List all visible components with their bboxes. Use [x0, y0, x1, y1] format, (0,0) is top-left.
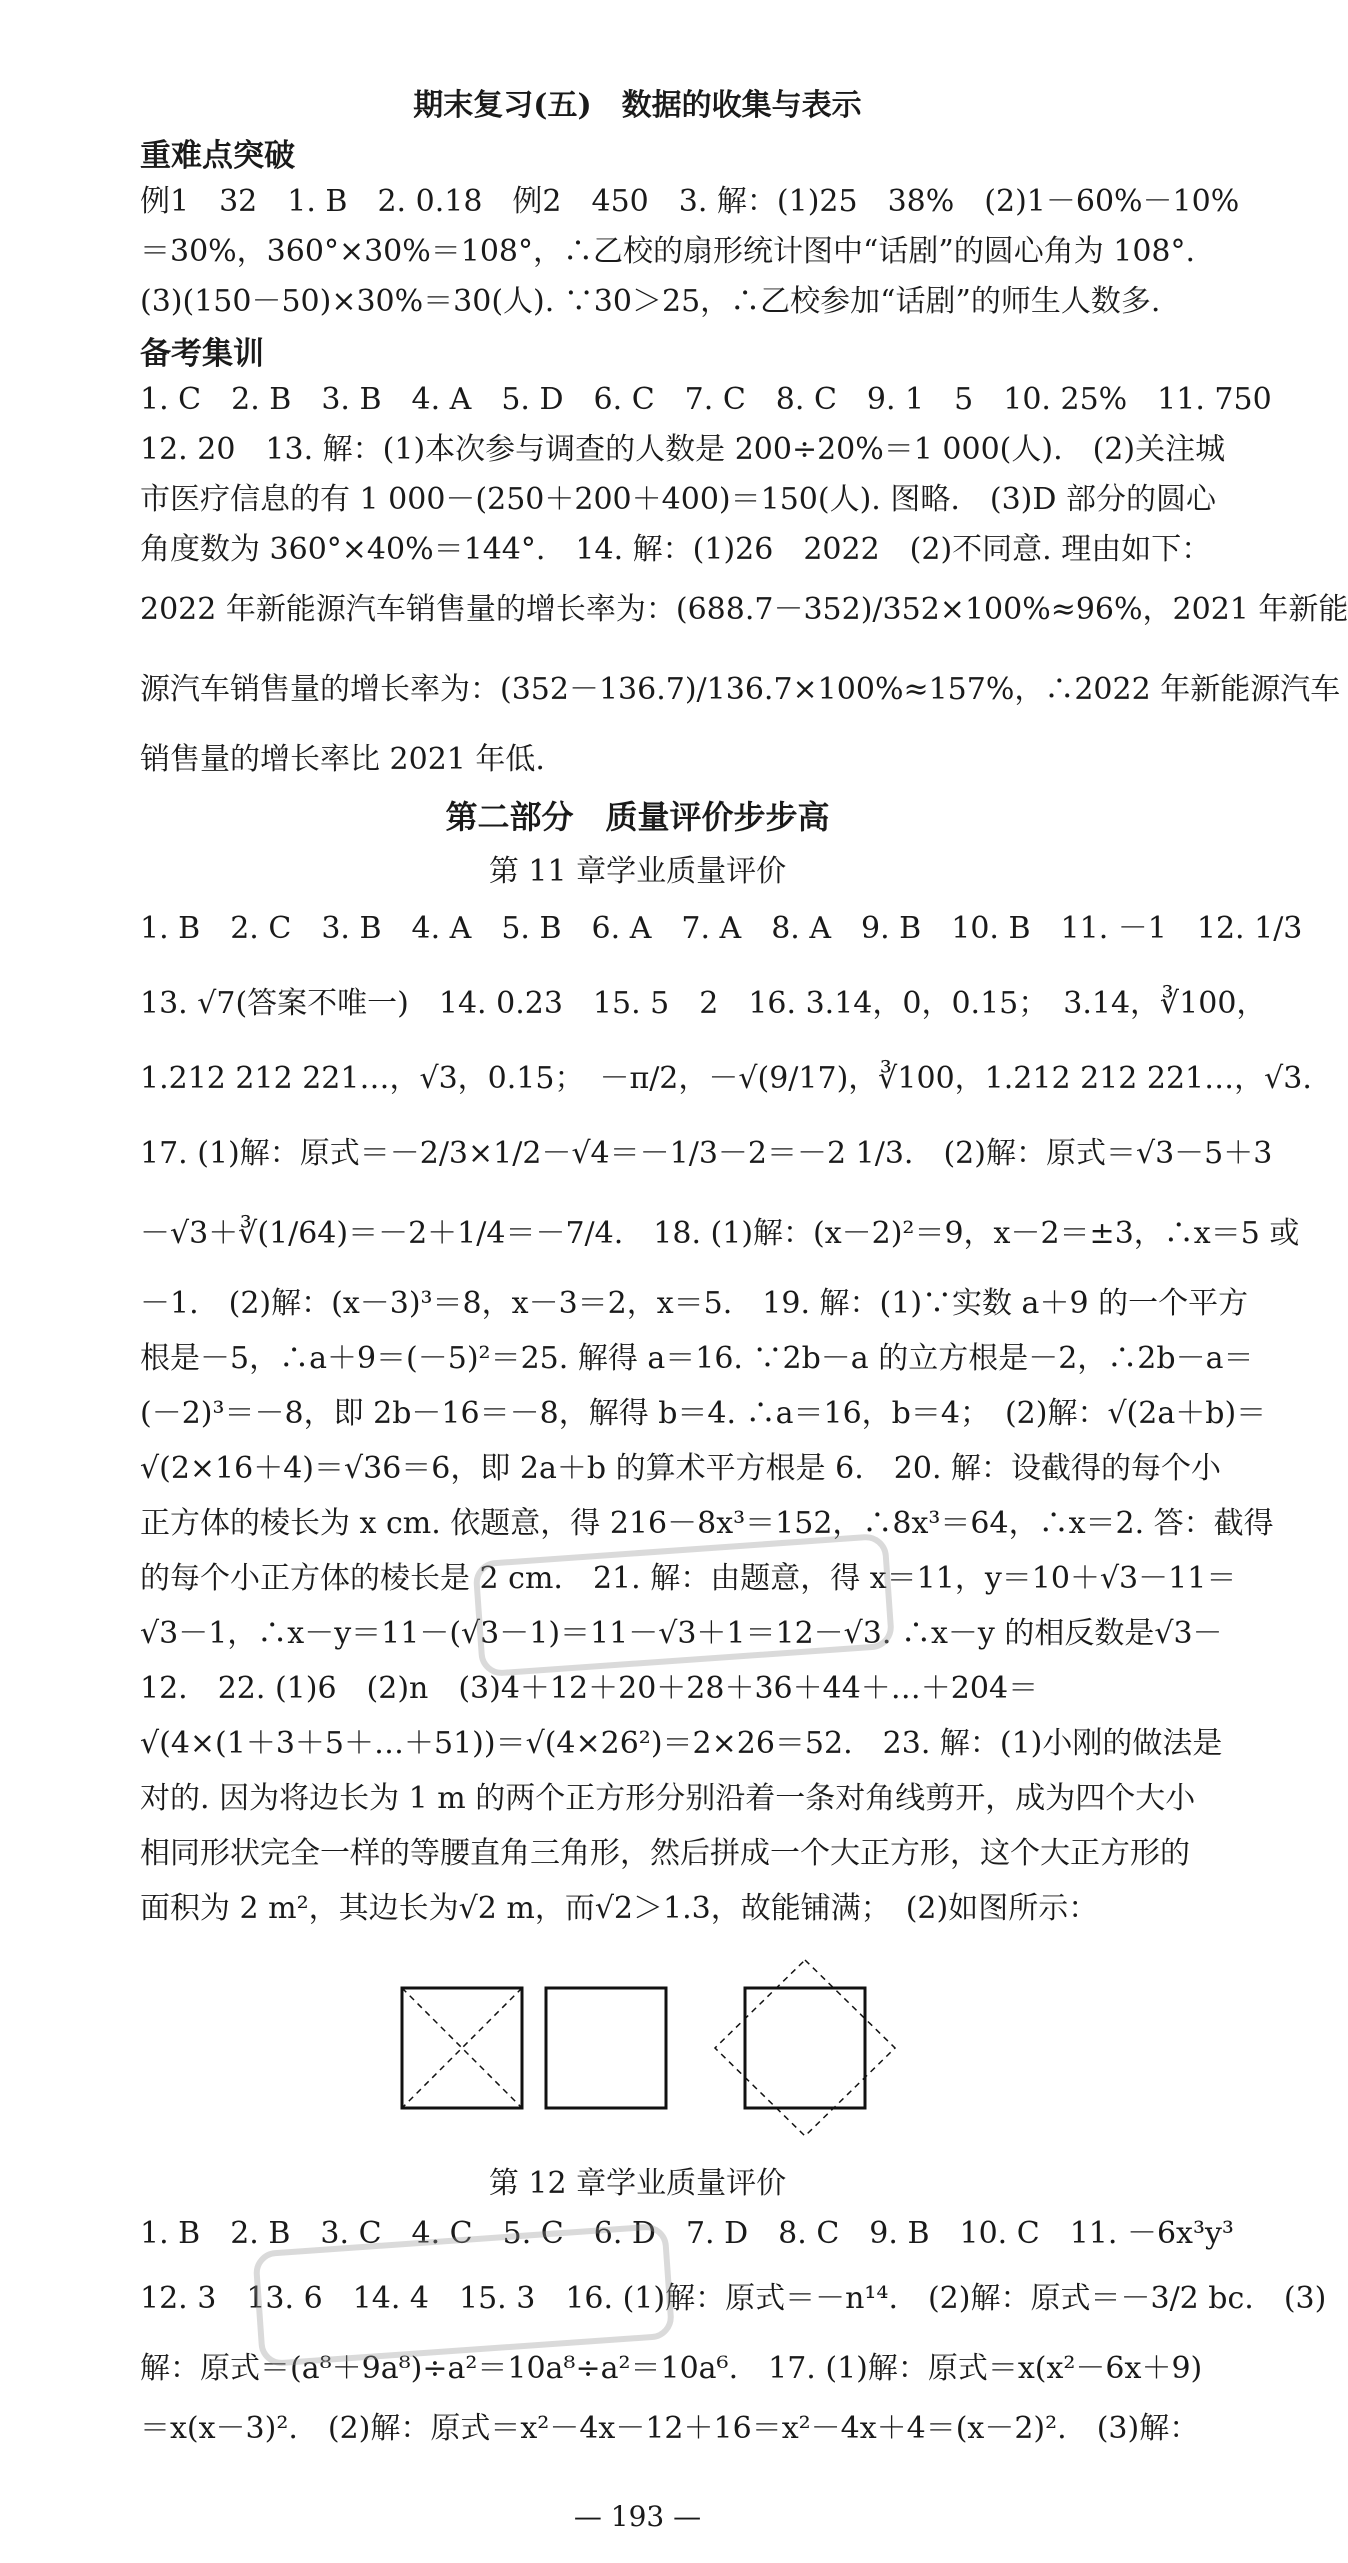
chapter-11-title: 第 11 章学业质量评价: [488, 854, 787, 889]
section-exam-training: 备考集训: [140, 336, 264, 372]
answer-line: ＝x(x－3)². (2)解：原式＝x²－4x－12＋16＝x²－4x＋4＝(x－2)². (3)解：: [140, 2411, 1200, 2446]
watermark-graphic: [243, 2195, 686, 2430]
answer-line: 12. 20 13. 解：(1)本次参与调查的人数是 200÷20%＝1 000(人). (2)关注城: [140, 432, 1226, 467]
answer-line: √(2×16＋4)＝√36＝6，即 2a＋b 的算术平方根是 6. 20. 解：设截得的每个小: [140, 1451, 1222, 1486]
answer-line: √(4×(1＋3＋5＋…＋51))＝√(4×26²)＝2×26＝52. 23. 解：(1)小刚的做法是: [140, 1726, 1223, 1761]
answer-line: 1.212 212 221…，√3，0.15； －π/2，－√(9/17)，∛100，1.212 212 221…，√3.: [140, 1061, 1312, 1096]
answer-line: 面积为 2 m²，其边长为√2 m，而√2＞1.3，故能铺满； (2)如图所示：: [140, 1891, 1099, 1926]
answer-line: 解：原式＝(a⁸＋9a⁸)÷a²＝10a⁸÷a²＝10a⁶. 17. (1)解：原式＝x(x²－6x＋9): [140, 2351, 1203, 2386]
watermark-graphic: [463, 1505, 906, 1740]
answer-line: (－2)³＝－8，即 2b－16＝－8，解得 b＝4. ∴a＝16，b＝4； (2)解：√(2a＋b)＝: [140, 1396, 1267, 1431]
square-in-dashed-diamond: [715, 1960, 895, 2136]
answer-line: 例1 32 1. B 2. 0.18 例2 450 3. 解：(1)25 38% (2)1－60%－10%: [140, 184, 1240, 219]
page-number: — 193 —: [573, 2500, 702, 2533]
answer-line: ＝30%，360°×30%＝108°，∴乙校的扇形统计图中“话剧”的圆心角为 108°.: [140, 234, 1196, 269]
section-key-points: 重难点突破: [140, 138, 295, 174]
answer-line: 源汽车销售量的增长率为：(352－136.7)/136.7×100%≈157%，∴2022 年新能源汽车: [140, 672, 1341, 707]
answer-line: －1. (2)解：(x－3)³＝8，x－3＝2，x＝5. 19. 解：(1)∵实数 a＋9 的一个平方: [140, 1286, 1249, 1321]
answer-line: 销售量的增长率比 2021 年低.: [140, 742, 545, 777]
answer-line: 13. √7(答案不唯一) 14. 0.23 15. 5 2 16. 3.14，0，0.15； 3.14，∛100，: [140, 986, 1267, 1021]
answer-line: (3)(150－50)×30%＝30(人). ∵30＞25，∴乙校参加“话剧”的师生人数多.: [140, 284, 1161, 319]
answer-line: 17. (1)解：原式＝－2/3×1/2－√4＝－1/3－2＝－2 1/3. (2)解：原式＝√3－5＋3: [140, 1136, 1273, 1171]
answer-line: 2022 年新能源汽车销售量的增长率为：(688.7－352)/352×100%≈96%，2021 年新能: [140, 592, 1348, 627]
answer-line: 1. B 2. B 3. C 4. C 5. C 6. D 7. D 8. C 9. B 10. C 11. －6x³y³: [140, 2216, 1234, 2251]
answer-line: 12. 3 13. 6 14. 4 15. 3 16. (1)解：原式＝－n¹⁴. (2)解：原式＝－3/2 bc. (3): [140, 2281, 1327, 2316]
answer-line: 角度数为 360°×40%＝144°. 14. 解：(1)26 2022 (2)不同意. 理由如下：: [140, 532, 1212, 567]
page-header: 期末复习(五) 数据的收集与表示: [413, 88, 862, 123]
answer-line: 相同形状完全一样的等腰直角三角形，然后拼成一个大正方形，这个大正方形的: [140, 1836, 1190, 1871]
chapter-12-title: 第 12 章学业质量评价: [488, 2166, 787, 2201]
answer-line: 对的. 因为将边长为 1 m 的两个正方形分别沿着一条对角线剪开，成为四个大小: [140, 1781, 1196, 1816]
answer-line: 正方体的棱长为 x cm. 依题意，得 216－8x³＝152，∴8x³＝64，∴x＝2. 答：截得: [140, 1506, 1274, 1541]
answer-line: 根是－5，∴a＋9＝(－5)²＝25. 解得 a＝16. ∵2b－a 的立方根是－2，∴2b－a＝: [140, 1341, 1254, 1376]
answer-line: 的每个小正方体的棱长是 2 cm. 21. 解：由题意，得 x＝11，y＝10＋√3－11＝: [140, 1561, 1237, 1596]
answer-line: －√3＋∛(1/64)＝－2＋1/4＝－7/4. 18. (1)解：(x－2)²＝9，x－2＝±3，∴x＝5 或: [140, 1216, 1300, 1251]
answer-line: √3－1，∴x－y＝11－(√3－1)＝11－√3＋1＝12－√3. ∴x－y 的相反数是√3－: [140, 1616, 1223, 1651]
part-title: 第二部分 质量评价步步高: [445, 798, 830, 836]
answer-line: 市医疗信息的有 1 000－(250＋200＋400)＝150(人). 图略. (3)D 部分的圆心: [140, 482, 1216, 517]
square-with-diagonals: [402, 1988, 522, 2108]
answer-line: 12. 22. (1)6 (2)n (3)4＋12＋20＋28＋36＋44＋…＋204＝: [140, 1671, 1039, 1706]
square-cutting-figure: [400, 1960, 920, 2170]
plain-square: [546, 1988, 666, 2108]
answer-line: 1. C 2. B 3. B 4. A 5. D 6. C 7. C 8. C 9. 1 5 10. 25% 11. 750: [140, 382, 1272, 417]
answer-line: 1. B 2. C 3. B 4. A 5. B 6. A 7. A 8. A 9. B 10. B 11. －1 12. 1/3: [140, 911, 1303, 946]
